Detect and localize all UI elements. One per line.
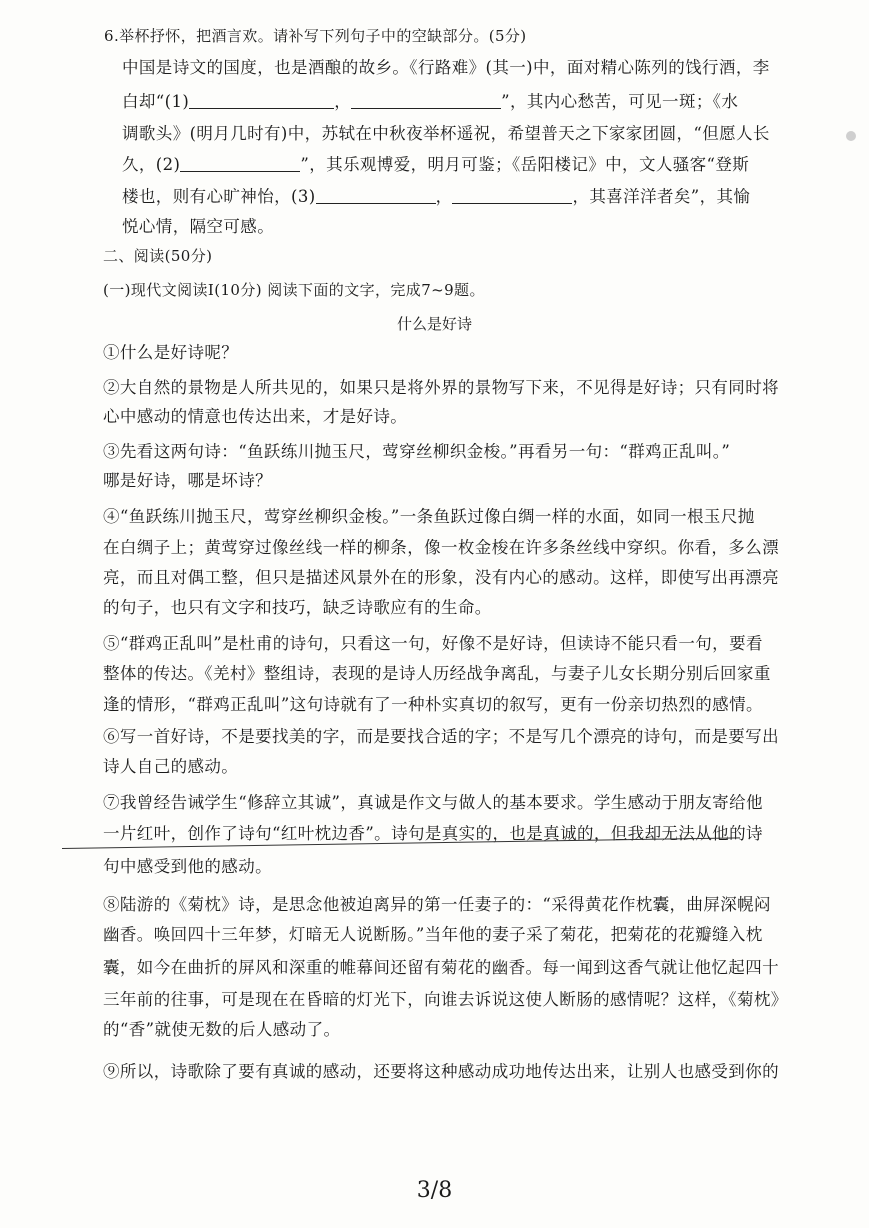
question-6-line xyxy=(122,90,738,114)
paragraph-3-line: ③先看这两句诗：“鱼跃练川抛玉尺，莺穿丝柳织金梭。”再看另一句：“群鸡正乱叫。” xyxy=(103,442,731,461)
question-6-text: ”，其内心愁苦，可见一斑；《水 xyxy=(501,92,739,111)
comma: ， xyxy=(435,187,453,206)
paragraph-6-line: ⑥写一首好诗，不是要找美的字，而是要找合适的字；不是写几个漂亮的诗句，而是要写出 xyxy=(103,727,779,746)
answer-blank-3b[interactable] xyxy=(452,187,572,204)
answer-blank-1a[interactable] xyxy=(189,92,334,109)
page-number: 3/8 xyxy=(416,1178,453,1203)
paragraph-4-line: 亮，而且对偶工整，但只是描述风景外在的形象，没有内心的感动。这样，即使写出再漂亮 xyxy=(103,568,779,587)
question-6-line: 调歌头》(明月几时有)中，苏轼在中秋夜举杯遥祝，希望普天之下家家团圆，“但愿人长 xyxy=(122,124,770,143)
paragraph-5-line: 逢的情形，“群鸡正乱叫”这句诗就有了一种朴实真切的叙写，更有一份亲切热烈的感情。 xyxy=(103,695,763,714)
paragraph-6-line: 诗人自己的感动。 xyxy=(103,757,239,776)
question-6-line xyxy=(122,153,749,177)
paragraph-4-line: ④“鱼跃练川抛玉尺，莺穿丝柳织金梭。”一条鱼跃过像白绸一样的水面，如同一根玉尺抛 xyxy=(103,507,755,526)
paragraph-1: ①什么是好诗呢？ xyxy=(103,343,239,362)
answer-blank-1b[interactable] xyxy=(351,92,501,109)
paragraph-8-line: 的“香”就使无数的后人感动了。 xyxy=(103,1020,341,1039)
paragraph-3-line: 哪是好诗，哪是坏诗？ xyxy=(103,471,272,490)
paragraph-5-line: 整体的传达。《羌村》整组诗，表现的是诗人历经战争离乱，与妻子儿女长期分别后回家重 xyxy=(103,664,771,683)
question-6-line: 中国是诗文的国度，也是酒酿的故乡。《行路难》(其一)中，面对精心陈列的饯行酒，李 xyxy=(122,58,770,77)
blank-label-2: 久，(2) xyxy=(122,155,181,174)
blank-label-3: 楼也，则有心旷神怡，(3) xyxy=(122,187,316,206)
question-6-line xyxy=(122,185,750,209)
answer-blank-3a[interactable] xyxy=(316,187,436,204)
question-6-heading: 6.举杯抒怀，把酒言欢。请补写下列句子中的空缺部分。(5分) xyxy=(104,27,527,45)
question-6-line: 悦心情，隔空可感。 xyxy=(122,217,275,236)
paragraph-7-line: 句中感受到他的感动。 xyxy=(103,857,272,876)
scan-mark xyxy=(846,131,856,141)
question-6-text: ，其喜洋洋者矣”，其愉 xyxy=(572,187,751,206)
paragraph-2-line: ②大自然的景物是人所共见的，如果只是将外界的景物写下来，不见得是好诗；只有同时将 xyxy=(103,378,779,397)
paragraph-8-line: ⑧陆游的《菊枕》诗，是思念他被迫离异的第一任妻子的：“采得黄花作枕囊，曲屏深幌闷 xyxy=(103,895,771,914)
paragraph-5-line: ⑤“群鸡正乱叫”是杜甫的诗句，只看这一句，好像不是好诗，但读诗不能只看一句，要看 xyxy=(103,634,763,653)
paragraph-7-line: ⑦我曾经告诫学生“修辞立其诚”，真诚是作文与做人的基本要求。学生感动于朋友寄给他 xyxy=(103,793,763,812)
answer-blank-2[interactable] xyxy=(180,155,300,172)
question-6-text: ”，其乐观博爱，明月可鉴；《岳阳楼记》中，文人骚客“登斯 xyxy=(300,155,750,174)
paragraph-8-line: 囊，如今在曲折的屏风和深重的帷幕间还留有菊花的幽香。每一闻到这香气就让他忆起四十 xyxy=(103,958,779,977)
paragraph-4-line: 的句子，也只有文字和技巧，缺乏诗歌应有的生命。 xyxy=(103,598,492,617)
paragraph-9-line: ⑨所以，诗歌除了要有真诚的感动，还要将这种感动成功地传达出来，让别人也感受到你的 xyxy=(103,1062,779,1081)
subsection-heading: (一)现代文阅读Ⅰ(10分) 阅读下面的文字，完成7~9题。 xyxy=(103,281,485,299)
paragraph-2-line: 心中感动的情意也传达出来，才是好诗。 xyxy=(103,407,408,426)
blank-label-1: 白却“(1) xyxy=(122,92,190,111)
paragraph-8-line: 三年前的往事，可是现在在昏暗的灯光下，向谁去诉说这使人断肠的感情呢？这样，《菊枕》 xyxy=(103,990,788,1009)
section-heading: 二、阅读(50分) xyxy=(103,247,213,265)
paragraph-7-line: 一片红叶，创作了诗句“红叶枕边香”。诗句是真实的，也是真诚的，但我却无法从他的诗 xyxy=(103,824,763,843)
comma: ， xyxy=(334,92,352,111)
paragraph-8-line: 幽香。唤回四十三年梦，灯暗无人说断肠。”当年他的妻子采了菊花，把菊花的花瓣缝入枕 xyxy=(103,925,763,944)
essay-title: 什么是好诗 xyxy=(396,315,472,333)
paragraph-4-line: 在白绸子上；黄莺穿过像丝线一样的柳条，像一枚金梭在许多条丝线中穿织。你看，多么漂 xyxy=(103,538,779,557)
